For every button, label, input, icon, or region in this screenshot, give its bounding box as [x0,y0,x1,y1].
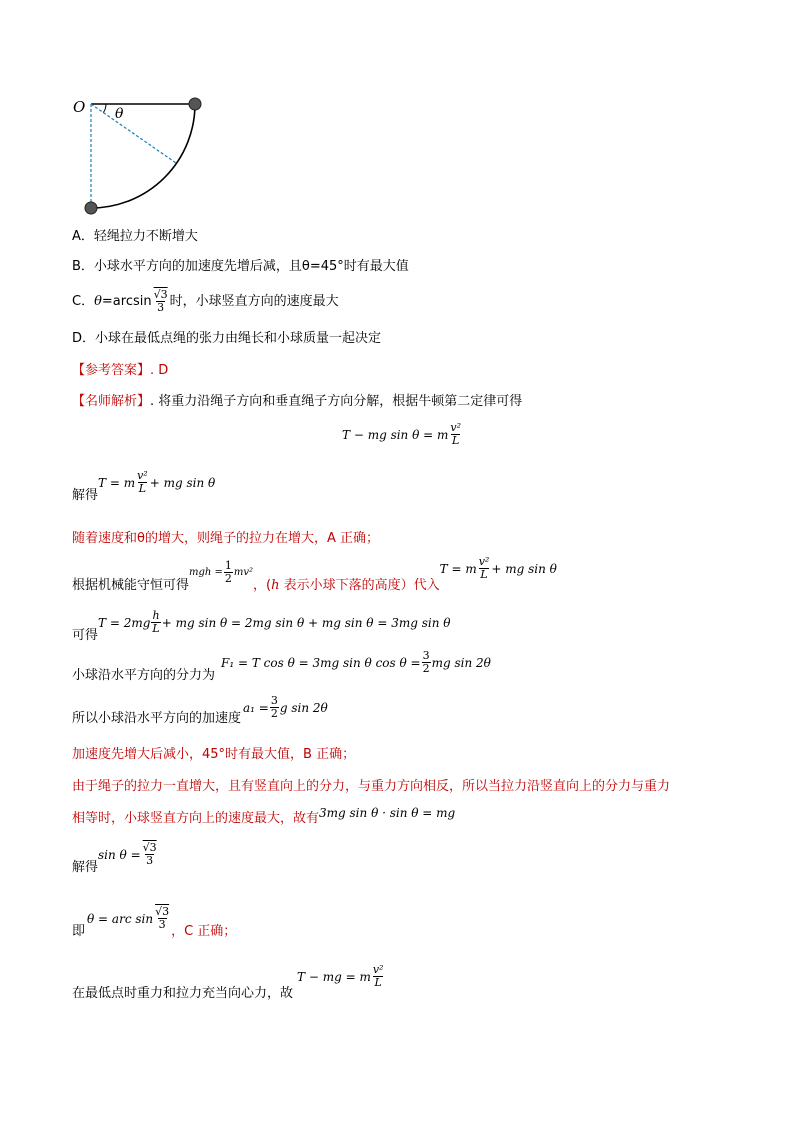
dashed-diagonal [91,104,176,163]
eq2-num: v² [137,469,148,482]
eq8-frac [154,906,170,931]
energy-sub-num: v² [478,555,490,568]
eq3-num: h [152,609,160,622]
answer-value: . D [150,363,169,378]
angle-arc [103,104,106,113]
energy-sub-left: T = m [439,561,477,576]
energy-line [72,555,557,595]
eq4-line [72,649,491,685]
eq4-den: 2 [422,662,430,675]
energy-h: h [271,578,280,593]
option-c-prefix: C． [72,293,95,309]
eq2-den: L [138,482,147,495]
energy-den: 2 [224,572,232,585]
eq1-left: T − mg sin θ = m [342,427,449,442]
energy-note-pre: ，( [253,578,272,593]
energy-num: 1 [224,559,232,572]
eq5-line [72,694,328,728]
ji-label: 即 [72,924,86,939]
option-c-fraction [153,289,169,314]
eq9-den: L [374,976,382,989]
solve-2-label: 解得 [72,860,99,875]
eq5-frac [270,695,279,720]
option-c [72,289,339,314]
eq7-left: sin θ = [98,847,141,862]
eq4-num: 3 [422,649,430,662]
ball-top [189,98,201,110]
lowest-label: 在最低点时重力和拉力充当向心力，故 [72,986,294,1001]
eq5-right: g sin 2θ [279,700,328,715]
eq2-left: T = m [98,475,136,490]
analysis-label: 【名师解析】 [72,394,151,409]
energy-sub-den: L [480,568,488,581]
pendulum-figure [60,90,210,220]
eq3-right: + mg sin θ = 2mg sin θ + mg sin θ = 3mg sin θ [161,615,451,630]
figure-label-theta: θ [115,106,124,122]
option-b: B．小球水平方向的加速度先增后减，且θ=45°时有最大值 [72,259,409,274]
eq4-right: mg sin 2θ [431,655,491,670]
option-c-theta: θ [94,293,102,309]
line-b: 加速度先增大后减小，45°时有最大值，B 正确； [72,747,356,762]
energy-note-post: 表示小球下落的高度）代入 [279,578,440,593]
eq1-frac [449,422,462,447]
option-c-suffix: 时，小球竖直方向的速度最大 [169,293,339,309]
answer-line [72,362,168,380]
energy-frac [224,560,233,585]
equation-3 [98,610,450,635]
equation-9 [297,964,385,989]
option-c-eq: =arcsin [101,293,152,309]
eq5-num: 3 [270,694,278,707]
option-d: D．小球在最低点绳的张力由绳长和小球质量一起决定 [72,331,382,346]
option-c-num: √3 [153,288,168,301]
eq8-tail: ，C 正确； [171,924,237,939]
eq5-den: 2 [270,707,278,720]
energy-sub-right: + mg sin θ [491,561,557,576]
equation-8 [87,906,171,931]
eq7-frac [142,842,158,867]
horiz-label: 小球沿水平方向的分力为 [72,668,216,683]
answer-label: 【参考答案】 [72,363,151,378]
figure-label-o: O [73,98,86,116]
energy-sub-frac [478,556,491,581]
line-c1: 由于绳子的拉力一直增大，且有竖直向上的分力，与重力方向相反，所以当拉力沿竖直向上的分力与重力 [72,779,671,794]
equation-1 [342,422,463,447]
energy-eq-right: mv² [233,566,254,578]
eq2-right: + mg sin θ [149,475,216,490]
energy-label: 根据机械能守恒可得 [72,578,190,593]
eq3-left: T = 2mg [98,615,151,630]
analysis-intro-line [72,393,522,411]
eq8-line [72,905,237,941]
solve-1-line [72,469,216,505]
eq7-den: 3 [146,854,154,867]
eq4-left: F₁ = T cos θ = 3mg sin θ cos θ = [221,655,421,670]
eq3-frac [151,610,160,635]
eq1-den: L [452,434,460,447]
equation-2 [98,470,215,495]
energy-eq-left: mgh = [189,566,223,578]
eq7-num: √3 [142,841,157,854]
eq3-line [72,609,451,645]
equation-7 [98,842,159,867]
option-c-den: 3 [157,301,165,314]
energy-note [253,577,440,595]
energy-sub-equation [440,556,557,581]
arc-path [91,104,195,208]
equation-4 [221,650,491,675]
eq2-frac [136,470,149,495]
ball-bottom [85,202,97,214]
eq9-num: v² [372,963,384,976]
energy-equation [189,560,253,585]
acc-label: 所以小球沿水平方向的加速度 [72,711,242,726]
eq9-left: T − mg = m [297,969,371,984]
line-c2 [72,806,456,828]
get-label: 可得 [72,628,99,643]
eq4-frac [422,650,431,675]
line-a: 随着速度和θ的增大，则绳子的拉力在增大，A 正确； [72,531,379,546]
line-c2-text: 相等时，小球竖直方向上的速度最大，故有 [72,811,320,826]
option-a: A．轻绳拉力不断增大 [72,229,198,244]
eq5-left: a₁ = [243,700,269,715]
eq8-left: θ = arc sin [87,911,154,926]
eq8-den: 3 [158,918,166,931]
analysis-intro: . 将重力沿绳子方向和垂直绳子方向分解，根据牛顿第二定律可得 [150,394,523,409]
eq1-num: v² [450,421,462,434]
equation-5 [243,695,328,720]
eq8-num: √3 [155,905,170,918]
eq9-frac [372,964,385,989]
solve-2-line [72,841,159,877]
eq3-den: L [152,622,160,635]
equation-6: 3mg sin θ · sin θ = mg [319,806,456,820]
lowest-line [72,963,385,1003]
solve-1-label: 解得 [72,488,99,503]
